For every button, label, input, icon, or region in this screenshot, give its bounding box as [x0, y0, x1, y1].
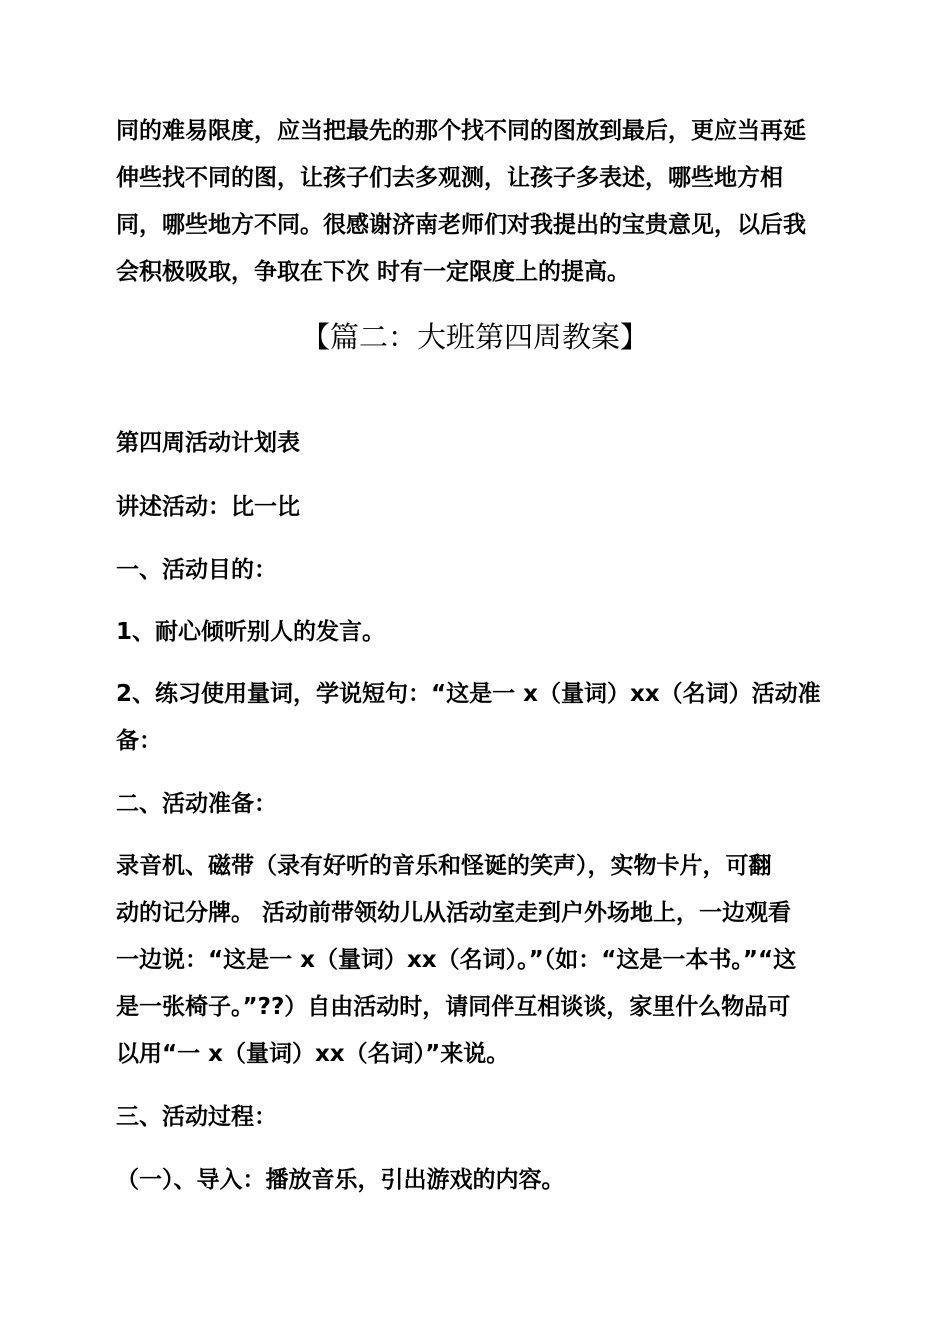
prep-line-2: 动的记分牌。 活动前带领幼儿从活动室走到户外场地上，一边观看: [116, 900, 792, 926]
goal-2: [116, 671, 836, 765]
step-1: （一）、导入：播放音乐，引出游戏的内容。: [116, 1167, 565, 1193]
goal-2-line-2: 备：: [116, 728, 162, 754]
goal-1: 1、耐心倾听别人的发言。: [116, 619, 386, 645]
plan-title: 第四周活动计划表: [116, 430, 300, 456]
prep-paragraph: [116, 843, 836, 1078]
intro-line-3: 同，哪些地方不同。很感谢济南老师们对我提出的宝贵意见，以后我: [116, 212, 806, 238]
activity-name: 讲述活动：比一比: [116, 494, 300, 520]
goals-heading: 一、活动目的：: [116, 557, 277, 583]
prep-heading: 二、活动准备：: [116, 791, 277, 817]
prep-line-3: 一边说：“这是一 x（量词）xx（名词）。”（如：“这是一本书。”“这: [116, 947, 797, 973]
intro-line-4: 会积极吸取，争取在下次 时有一定限度上的提高。: [116, 259, 631, 285]
prep-line-4: 是一张椅子。”??）自由活动时，请同伴互相谈谈，家里什么物品可: [116, 994, 791, 1020]
section-heading: 【篇二：大班第四周教案】: [300, 320, 649, 354]
prep-line-5: 以用“一 x（量词）xx（名词）”来说。: [116, 1041, 510, 1067]
intro-paragraph: [116, 108, 836, 296]
intro-line-2: 伸些找不同的图，让孩子们去多观测，让孩子多表述，哪些地方相: [116, 165, 783, 191]
intro-line-1: 同的难易限度，应当把最先的那个找不同的图放到最后，更应当再延: [116, 118, 806, 144]
goal-2-line-1: 2、练习使用量词，学说短句：“这是一 x（量词）xx（名词）活动准: [116, 681, 821, 707]
prep-line-1: 录音机、磁带（录有好听的音乐和怪诞的笑声），实物卡片，可翻: [116, 853, 772, 879]
process-heading: 三、活动过程：: [116, 1104, 277, 1130]
